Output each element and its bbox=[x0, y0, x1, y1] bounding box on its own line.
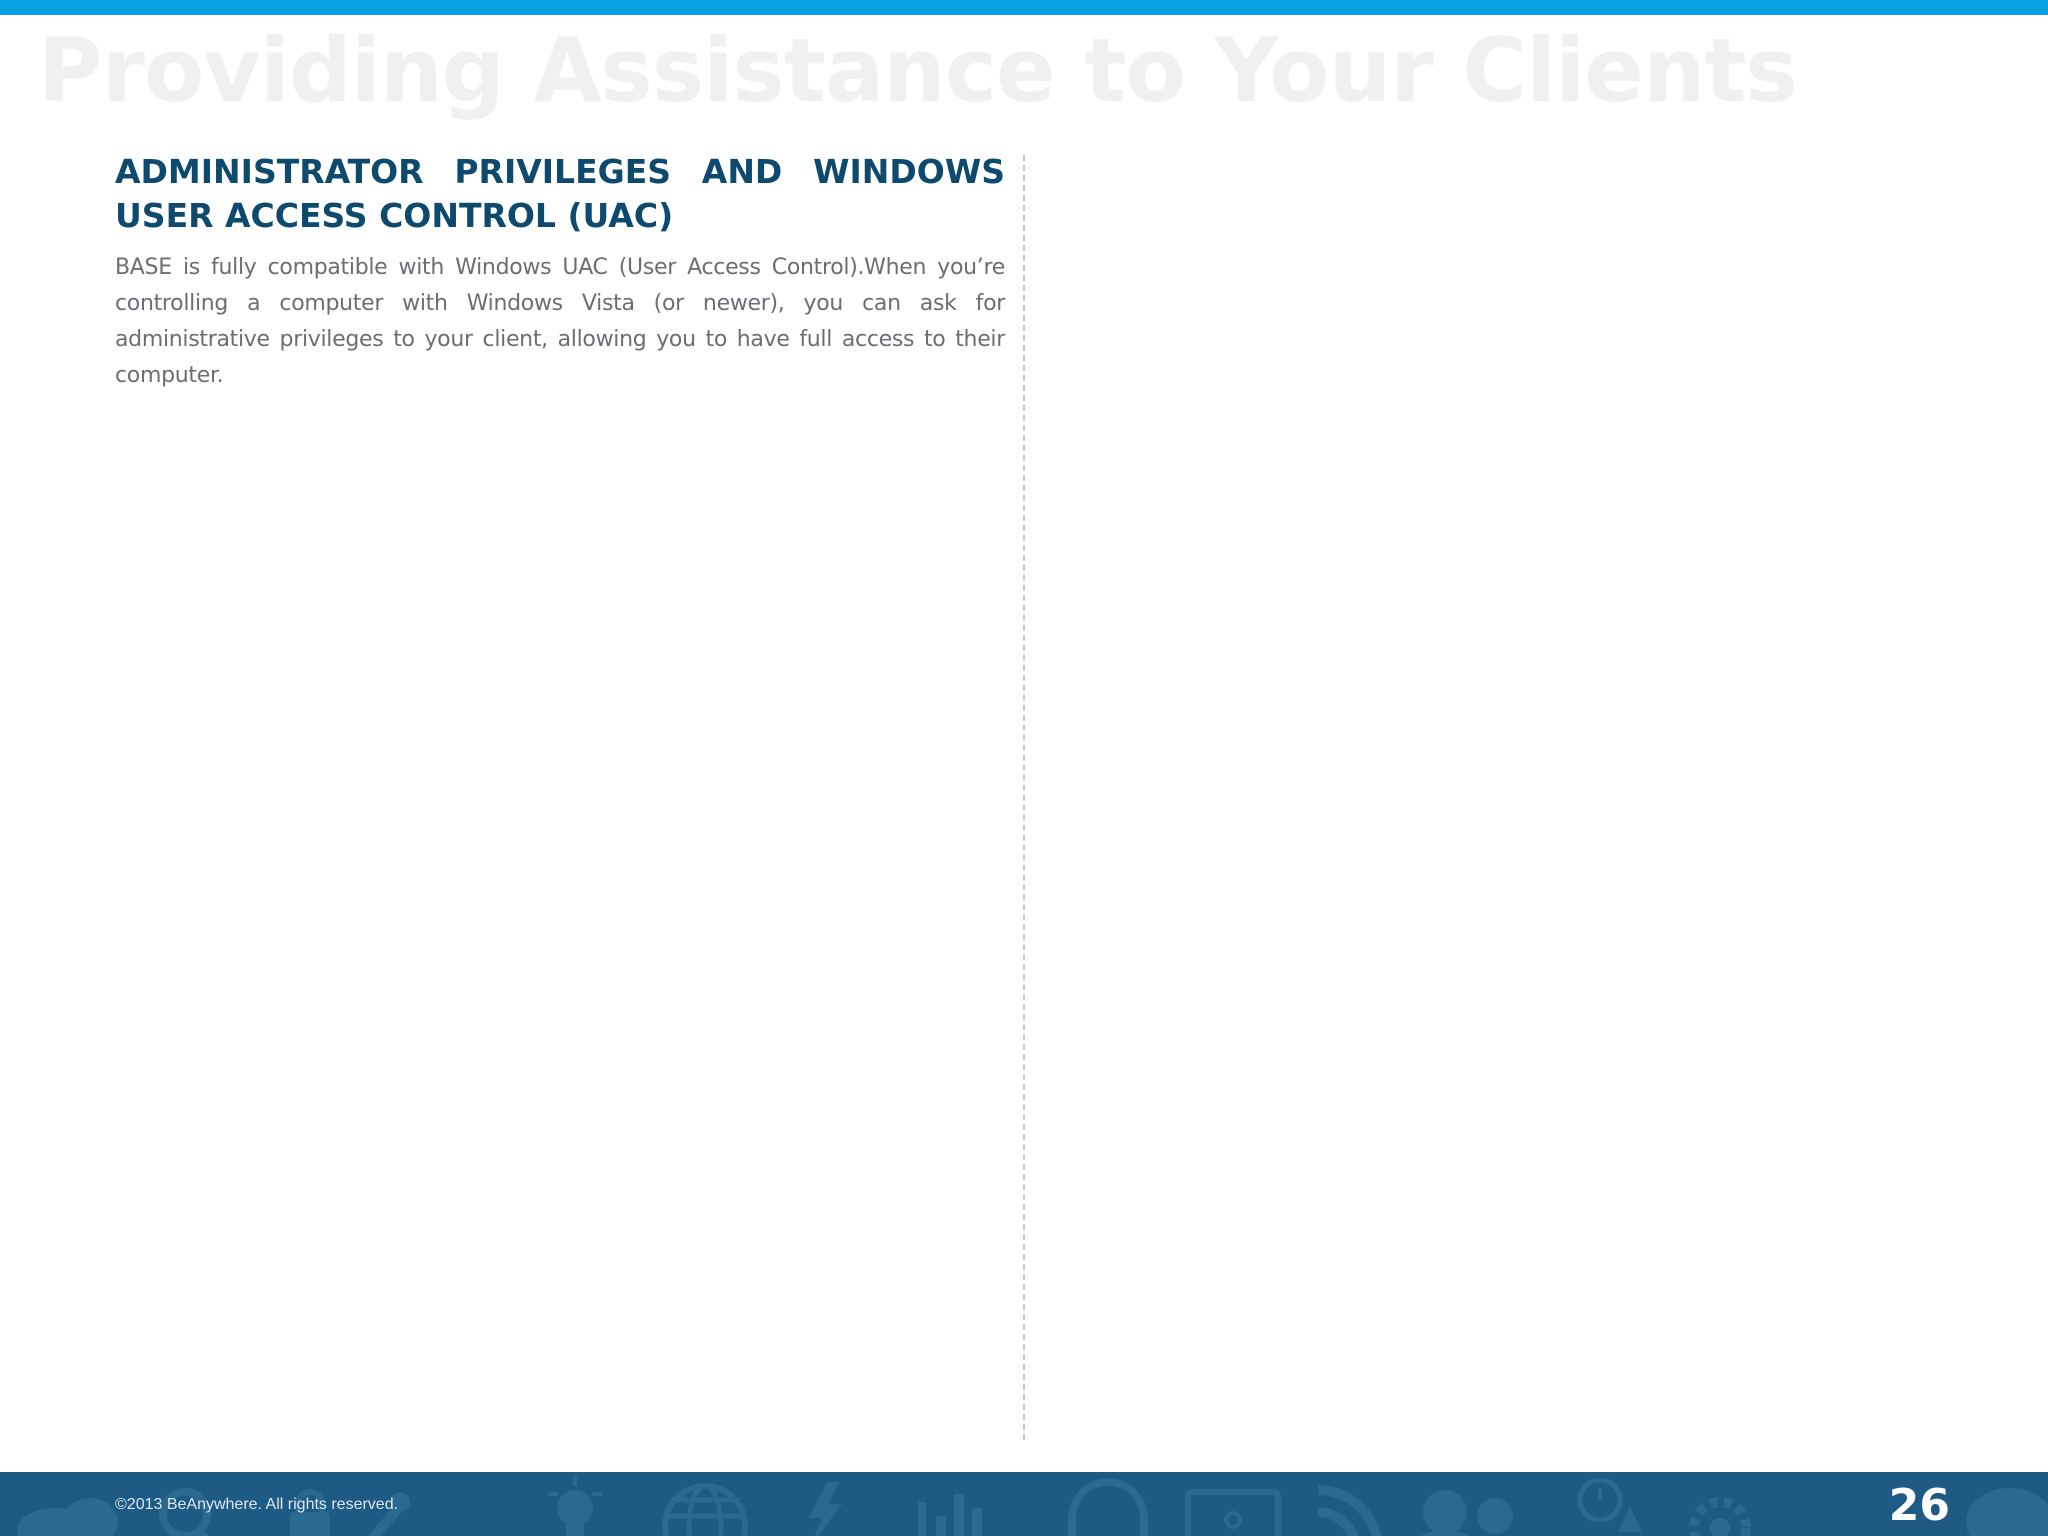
clock-icon bbox=[1580, 1480, 1620, 1520]
cloud-icon bbox=[17, 1498, 118, 1536]
lightning-icon bbox=[808, 1482, 842, 1536]
rss-icon bbox=[1318, 1490, 1378, 1536]
bar-chart-icon bbox=[918, 1494, 982, 1536]
globe-icon bbox=[665, 1486, 745, 1536]
section-heading: ADMINISTRATOR PRIVILEGES AND WINDOWS USER ACCESS CONTROL (UAC) bbox=[115, 152, 1005, 235]
users-icon bbox=[1409, 1490, 1513, 1536]
page-title: Providing Assistance to Your Clients bbox=[38, 19, 1797, 122]
chat-icon bbox=[1966, 1488, 2048, 1536]
footer bbox=[0, 1472, 2048, 1536]
copyright-text: ©2013 BeAnywhere. All rights reserved. bbox=[115, 1496, 399, 1513]
section-body: BASE is fully compatible with Windows UAC (User Access Control).When you’re controlling a computer with Windows Vista (or newer), you can ask for administrative privileges to your client, allowing you to have full access to their computer. bbox=[115, 255, 1005, 388]
page-number: 26 bbox=[1888, 1480, 1950, 1531]
headset-icon bbox=[1072, 1482, 1144, 1536]
lightbulb-icon bbox=[548, 1476, 602, 1536]
top-accent-bar bbox=[0, 0, 2048, 15]
left-column bbox=[115, 150, 1005, 394]
gear-icon bbox=[1694, 1502, 1746, 1536]
column-divider bbox=[1023, 155, 1025, 1440]
monitor-icon bbox=[1188, 1492, 1278, 1536]
